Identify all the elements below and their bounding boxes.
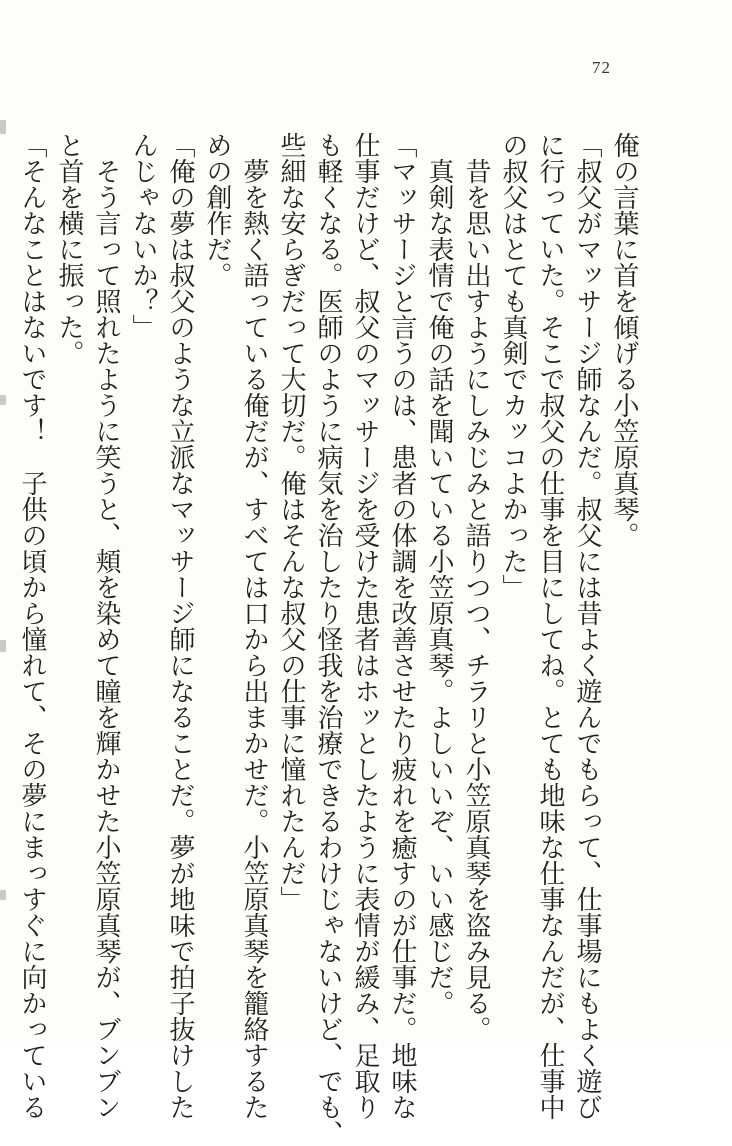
text-line: 真剣な表情で俺の話を聞いている小笠原真琴。よしいいぞ、いい感じだ。 — [424, 132, 454, 1016]
text-line: 「マッサージと言うのは、患者の体調を改善させたり疲れを癒すのが仕事だ。地味な — [387, 132, 417, 1120]
text-line: 「そんなことはないです！ 子供の頃から憧れて、その夢にまっすぐに向かっている — [17, 132, 47, 1120]
text-line: 「叔父がマッサージ師なんだ。叔父には昔よく遊んでもらって、仕事場にもよく遊び — [572, 132, 602, 1120]
page-number: 72 — [592, 58, 611, 77]
scan-edge-mark — [0, 395, 6, 405]
scan-edge-mark — [0, 890, 6, 900]
text-line: 夢を熱く語っている俺だが、すべては口から出まかせだ。小笠原真琴を籠絡するた — [239, 132, 269, 1120]
text-line: も軽くなる。医師のように病気を治したり怪我を治療できるわけじゃないけど、でも、 — [313, 132, 343, 1146]
text-line: と首を横に振った。 — [54, 132, 84, 366]
text-line: 些細な安らぎだって大切だ。俺はそんな叔父の仕事に憧れたんだ」 — [276, 132, 306, 912]
text-line: めの創作だ。 — [202, 132, 232, 288]
text-line: そう言って照れたように笑うと、頬を染めて瞳を輝かせた小笠原真琴が、ブンブン — [91, 132, 121, 1120]
text-line: 「俺の夢は叔父のような立派なマッサージ師になることだ。夢が地味で拍子抜けした — [165, 132, 195, 1120]
vertical-body-text — [13, 132, 642, 1146]
scan-edge-mark — [0, 120, 6, 134]
text-line: の叔父はとても真剣でカッコよかった」 — [498, 132, 528, 600]
text-line: 昔を思い出すようにしみじみと語りつつ、チラリと小笠原真琴を盗み見る。 — [461, 132, 491, 1042]
text-line: 仕事だけど、叔父のマッサージを受けた患者はホッとしたように表情が緩み、足取り — [350, 132, 380, 1120]
text-line: に行っていた。そこで叔父の仕事を目にしてね。とても地味な仕事なんだが、仕事中 — [535, 132, 565, 1120]
scan-edge-mark — [0, 640, 6, 652]
text-line: 俺の言葉に首を傾げる小笠原真琴。 — [609, 132, 639, 548]
text-line: んじゃないか？」 — [128, 132, 158, 340]
